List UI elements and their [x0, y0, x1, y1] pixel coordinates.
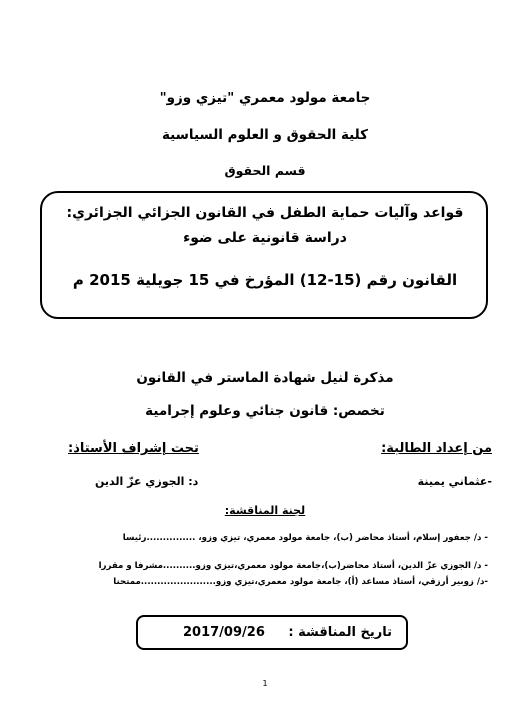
supervisor-name: د: الجوزي عزّ الدين — [95, 475, 199, 488]
committee-member-president: - د/ جعفور إسلام، أستاذ محاضر (ب)، جامعة مولود معمري، تيزي وزو، ...............رئيسا — [122, 533, 488, 543]
page-number: 1 — [262, 679, 268, 688]
student-name: -عثماني يمينة — [417, 475, 492, 488]
faculty-name: كلية الحقوق و العلوم السياسية — [161, 127, 369, 143]
committee-label: لجنة المناقشة: — [224, 504, 306, 517]
defense-date-label: تاريخ المناقشة : — [288, 625, 392, 640]
university-name: جامعة مولود معمري "تيزي وزو" — [159, 90, 371, 106]
thesis-title-line-1: قواعد وآليات حماية الطفل في القانون الجزائي الجزائري: — [66, 205, 464, 221]
memo-purpose: مذكرة لنيل شهادة الماستر في القانون — [136, 370, 394, 386]
thesis-title-line-3: القانون رقم (15-12) المؤرخ في 15 جويلية 2015 م — [72, 271, 458, 289]
committee-member-examiner: -د/ زوبير أرزقي، أستاذ مساعد (أ)، جامعة مولود معمري،تيزي وزو.......................ممتحنا — [113, 577, 488, 587]
supervised-by-label: تحت إشراف الأستاذ: — [68, 441, 199, 456]
department-name: قسم الحقوق — [224, 163, 306, 178]
defense-date: 2017/09/26 — [183, 625, 265, 640]
thesis-title-line-2: دراسة قانونية على ضوء — [183, 230, 347, 246]
prepared-by-label: من إعداد الطالبة: — [381, 441, 492, 456]
memo-specialty: تخصص: قانون جنائي وعلوم إجرامية — [145, 403, 385, 419]
committee-member-supervisor: - د/ الجوزي عزّ الدين، أستاذ محاضر(ب)،جامعة مولود معمري،تيزي وزو..........مشرفا و مقررا — [98, 561, 488, 571]
